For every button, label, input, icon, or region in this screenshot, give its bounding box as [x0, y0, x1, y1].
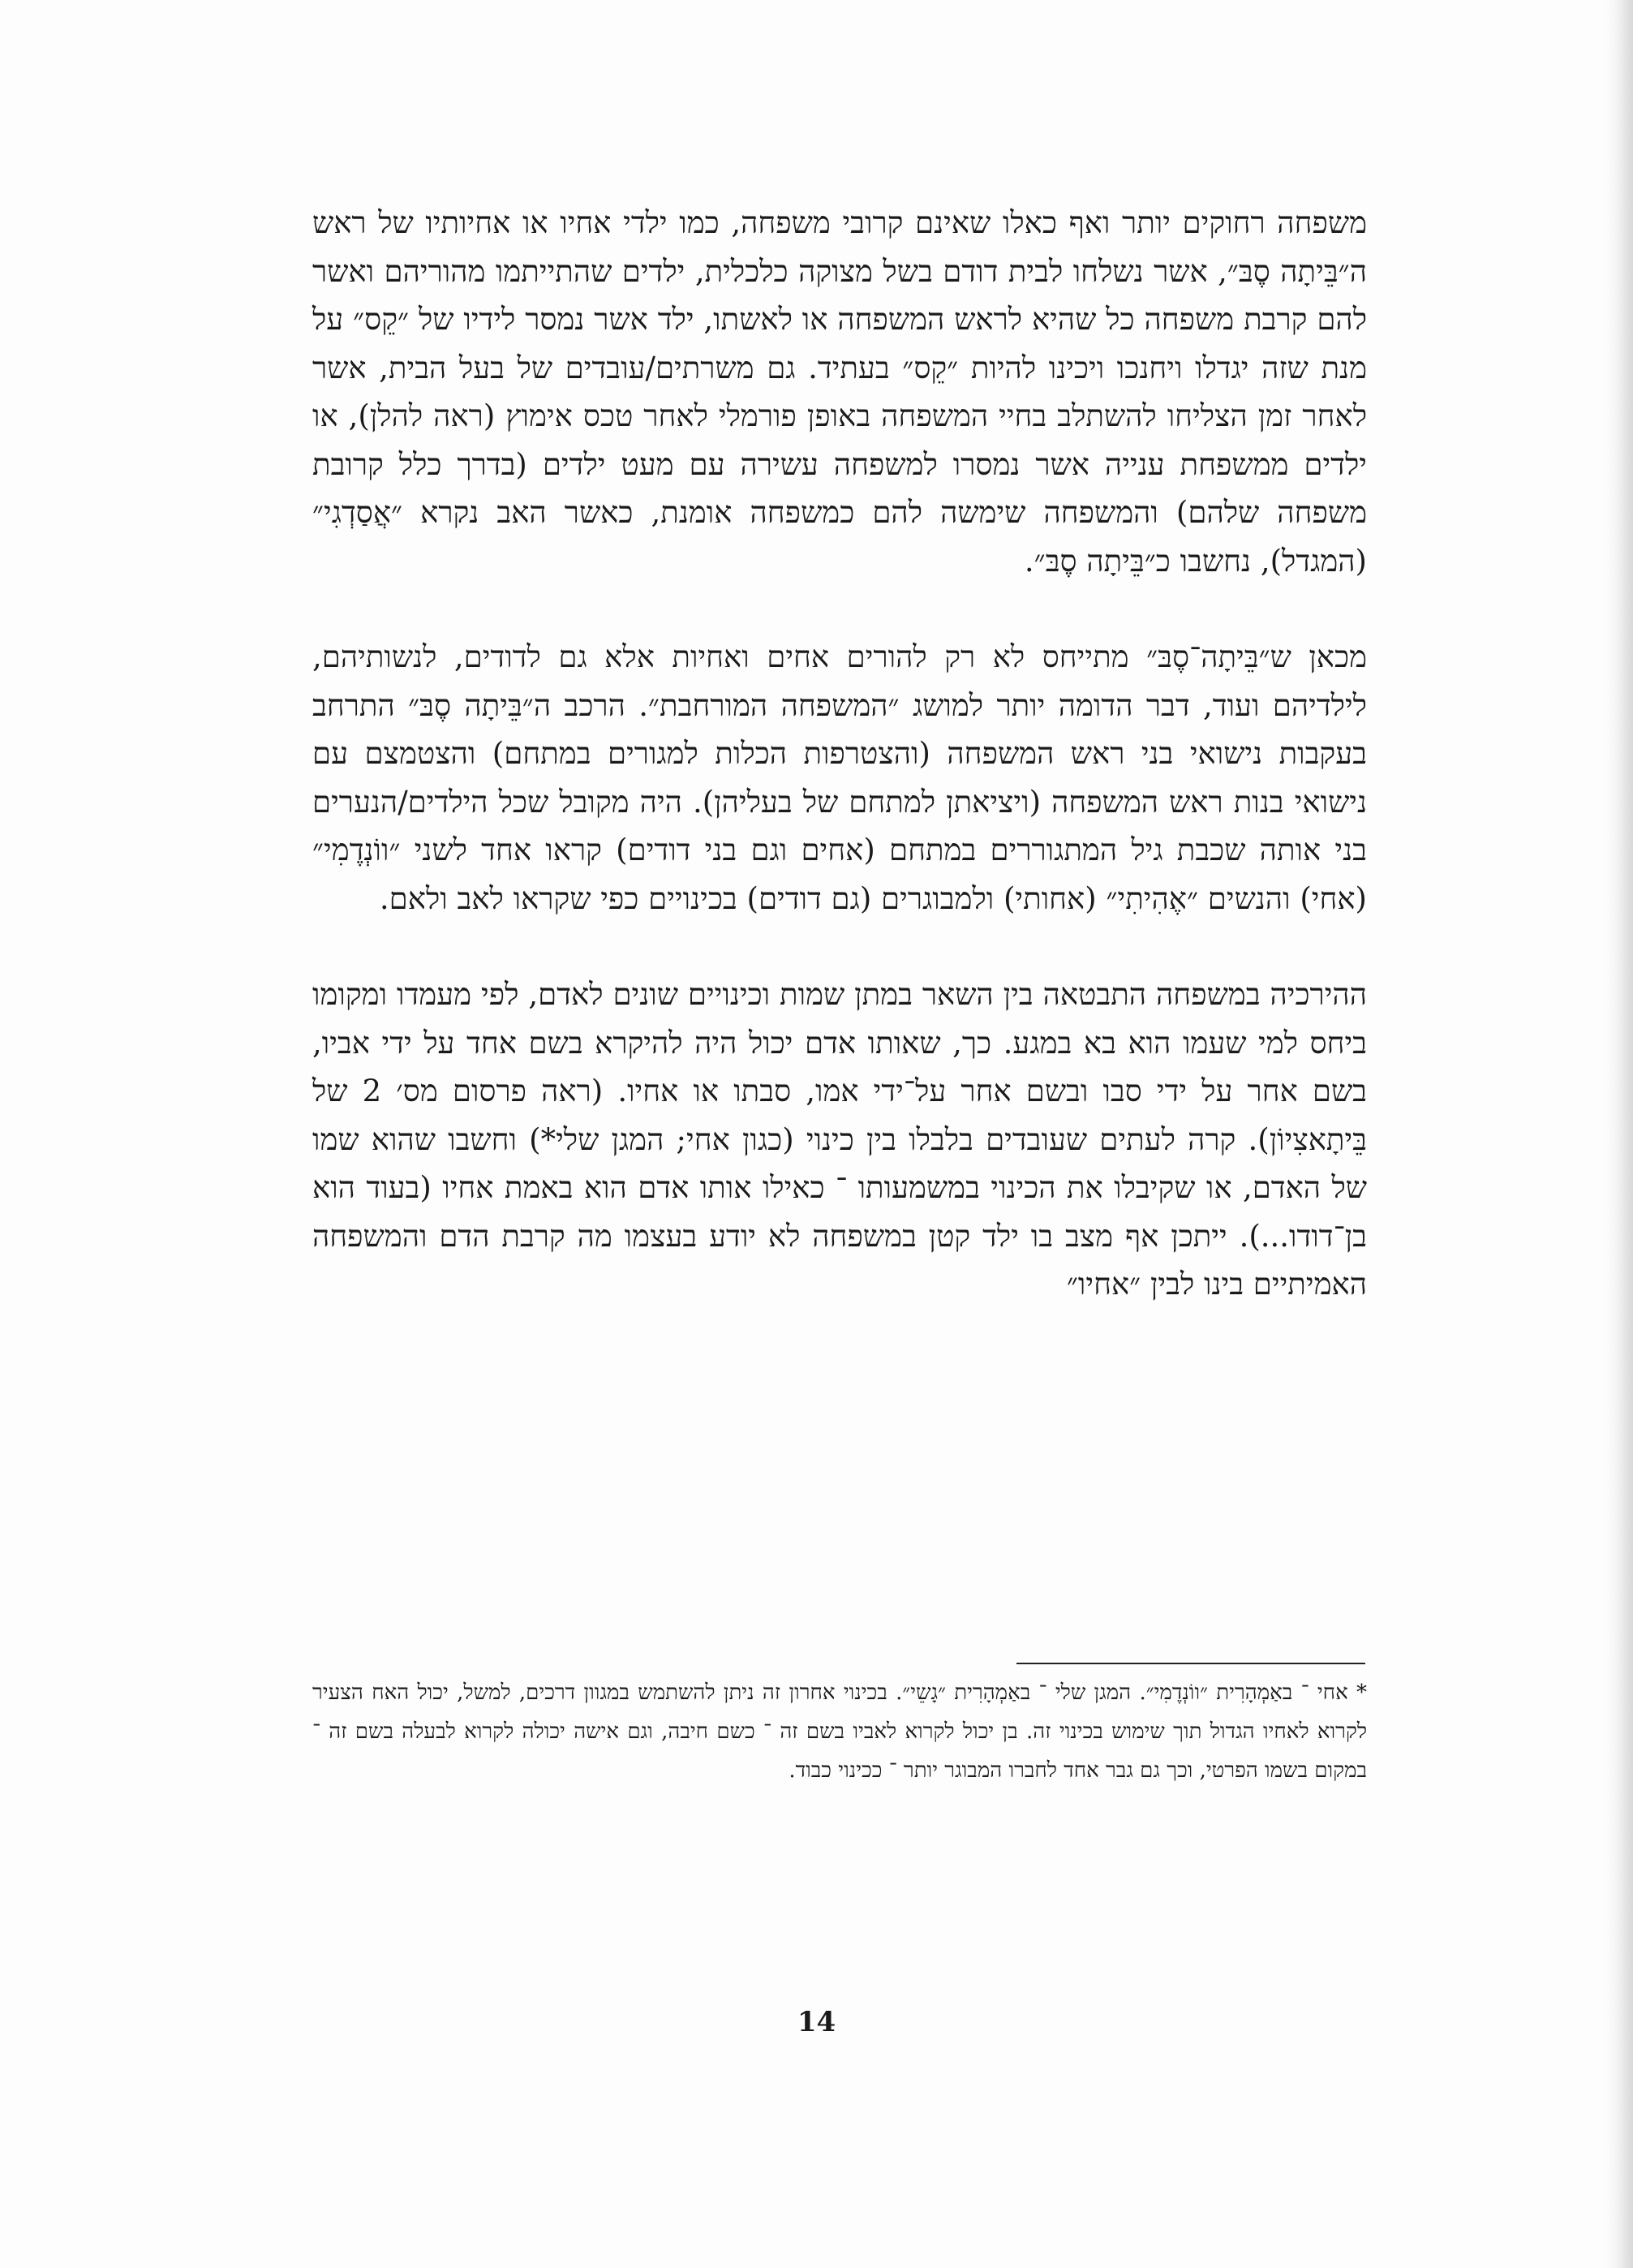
footnote: * אחי ־ באַמְהָרִית ״ווֹנְדֶמִי״. המגן שלי ־ באַמְהָרִית ״גָשֵי״. בכינוי אחרון זה ניתן להשתמש במגוון דרכים, למשל, יכול האח הצעיר לקרוא לאחיו הגדול תוך שימוש בכינוי זה. בן יכול לקרוא לאביו בשם זה ־ כשם חיבה, וגם אישה יכולה לקרוא לבעלה בשם זה ־ במקום בשמו הפרטי, וכך גם גבר אחד לחברו המבוגר יותר ־ ככינוי כבוד.: [312, 1681, 1367, 1783]
paragraph-spacer: [312, 923, 1367, 970]
scan-edge-shadow: [1605, 0, 1633, 2268]
body-text: [312, 199, 1367, 1309]
page-number: 14: [797, 2006, 836, 2038]
paragraph-spacer: [312, 585, 1367, 633]
paragraph-hierarchy-names: ההירכיה במשפחה התבטאה בין השאר במתן שמות וכינויים שונים לאדם, לפי מעמדו ומקומו ביחס למי שעמו הוא בא במגע. כך, שאותו אדם יכול היה להיקרא בשם אחד על ידי אביו, בשם אחר על ידי סבו ובשם אחר על־ידי אמו, סבתו או אחיו. (ראה פרסום מס׳ 2 של בֵּיתָאצִיוֹן). קרה לעתים שעובדים בלבלו בין כינוי (כגון אחי; המגן שלי*) וחשבו שהוא שמו של האדם, או שקיבלו את הכינוי במשמעותו ־ כאילו אותו אדם הוא באמת אחיו (בעוד הוא בן־דודו...). ייתכן אף מצב בו ילד קטן במשפחה לא יודע בעצמו מה קרבת הדם והמשפחה האמיתיים בינו לבין ״אחיו״: [312, 977, 1368, 1302]
paragraph-extended-family: מכאן ש״בֵּיתָה־סֶבּ״ מתייחס לא רק להורים אחים ואחיות אלא גם לדודים, לנשותיהם, לילדיהם ועוד, דבר הדומה יותר למושג ״המשפחה המורחבת״. הרכב ה״בֵּיתָה סֶבּ״ התרחב בעקבות נישואי בני ראש המשפחה (והצטרפות הכלות למגורים במתחם) והצטמצם עם נישואי בנות ראש המשפחה (ויציאתן למתחם של בעליהן). היה מקובל שכל הילדים/הנערים בני אותה שכבת גיל המתגוררים במתחם (אחים וגם בני דודים) קראו אחד לשני ״ווֹנְדֶמִי״ (אחי) והנשים ״אֶהִיתִי״ (אחותי) ולמבוגרים (גם דודים) בכינויים כפי שקראו לאב ולאם.: [312, 639, 1367, 916]
footnote-divider: [1016, 1663, 1365, 1664]
paragraph-household-members: משפחה רחוקים יותר ואף כאלו שאינם קרובי משפחה, כמו ילדי אחיו או אחיותיו של ראש ה״בֵּיתָה סֶבּ״, אשר נשלחו לבית דודם בשל מצוקה כלכלית, ילדים שהתייתמו מהוריהם ואשר להם קרבת משפחה כל שהיא לראש המשפחה או לאשתו, ילד אשר נמסר לידיו של ״קֵס״ על מנת שזה יגדלו ויחנכו ויכינו להיות ״קֵס״ בעתיד. גם משרתים/עובדים של בעל הבית, אשר לאחר זמן הצליחו להשתלב בחיי המשפחה באופן פורמלי לאחר טכס אימוץ (ראה להלן), או ילדים ממשפחת ענייה אשר נמסרו למשפחה עשירה עם מעט ילדים (בדרך כלל קרובת משפחה שלהם) והמשפחה שימשה להם כמשפחה אומנת, כאשר האב נקרא ״אֲסַדְגִי״ (המגדל), נחשבו כ״בֵּיתָה סֶבּ״.: [312, 205, 1367, 579]
